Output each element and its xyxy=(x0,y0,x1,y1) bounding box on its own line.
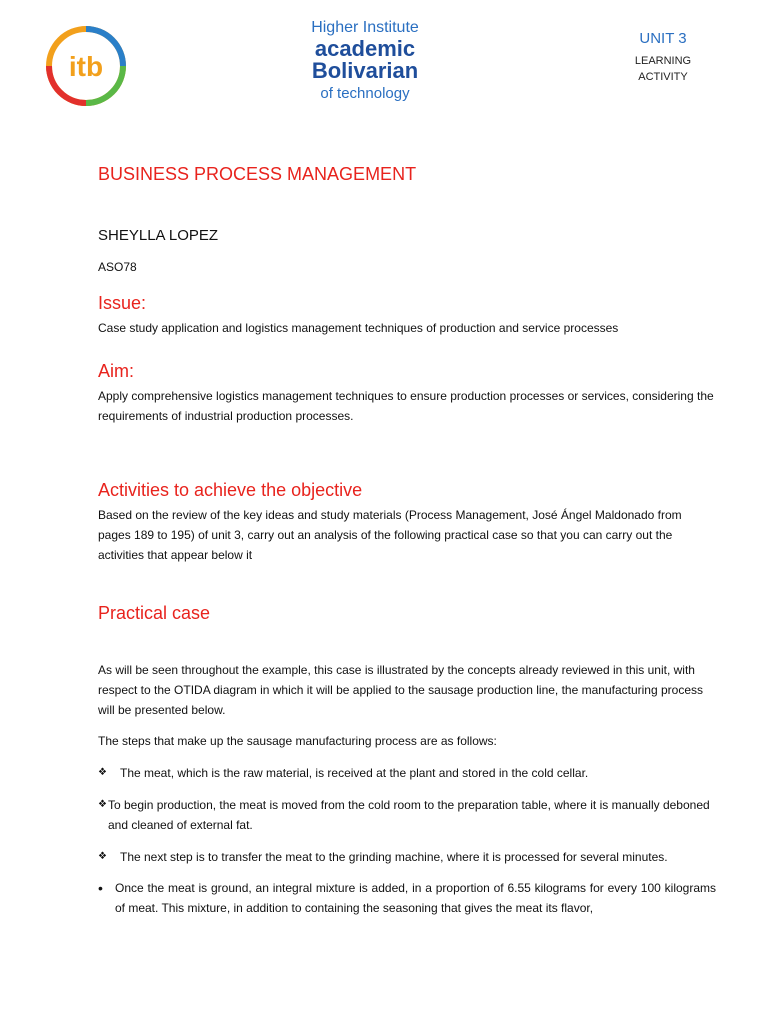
list-item xyxy=(98,795,716,835)
institute-name xyxy=(270,18,460,104)
institute-line-1: Higher Institute xyxy=(311,19,419,36)
unit-number: UNIT 3 xyxy=(639,30,687,47)
student-name: SHEYLLA LOPEZ xyxy=(98,227,219,244)
unit-subtitle-1: LEARNING xyxy=(634,55,692,67)
unit-subtitle-2: ACTIVITY xyxy=(638,71,688,83)
institute-line-2: academic xyxy=(314,36,416,61)
list-item xyxy=(98,878,716,918)
practical-case-heading: Practical case xyxy=(98,603,211,623)
institute-line-3: Bolivarian xyxy=(311,58,419,83)
aim-heading: Aim: xyxy=(98,361,134,381)
step-text: Once the meat is ground, an integral mixture is added, in a proportion of 6.55 kilograms for every 100 kilograms of meat. This mixture, in addition to containing the seasoning that gives the meat its flavor, xyxy=(115,881,716,915)
step-text: The next step is to transfer the meat to the grinding machine, where it is processed for several minutes. xyxy=(120,850,668,864)
steps-intro: The steps that make up the sausage manufacturing process are as follows: xyxy=(98,734,497,748)
list-item xyxy=(98,763,716,783)
logo-text: itb xyxy=(68,51,104,82)
list-item xyxy=(98,847,716,867)
unit-label xyxy=(618,30,708,85)
bullet-icon: • xyxy=(98,880,103,896)
step-text: To begin production, the meat is moved from the cold room to the preparation table, where it is manually deboned and cleaned of external fat. xyxy=(108,798,710,832)
institute-line-4: of technology xyxy=(320,85,410,102)
aim-text: Apply comprehensive logistics management techniques to ensure production processes or services, considering the requirements of industrial production processes. xyxy=(98,389,714,423)
issue-text: Case study application and logistics management techniques of production and service processes xyxy=(98,321,619,335)
bullet-icon: ❖ xyxy=(98,767,107,778)
bullet-icon: ❖ xyxy=(98,851,107,862)
document-title: BUSINESS PROCESS MANAGEMENT xyxy=(98,164,417,184)
practical-case-intro: As will be seen throughout the example, this case is illustrated by the concepts already reviewed in this unit, with respect to the OTIDA diagram in which it will be applied to the sausage production line, the manufacturing process will be presented below. xyxy=(98,663,703,717)
student-code: ASO78 xyxy=(98,260,137,274)
bullet-icon: ❖ xyxy=(98,799,107,810)
issue-heading: Issue: xyxy=(98,293,147,313)
itb-logo xyxy=(44,24,128,108)
activities-text: Based on the review of the key ideas and study materials (Process Management, José Ángel Maldonado from pages 189 to 195) of unit 3, carry out an analysis of the following practical case so that you can carry out the activities that appear below it xyxy=(98,508,682,562)
step-text: The meat, which is the raw material, is received at the plant and stored in the cold cellar. xyxy=(120,766,589,780)
activities-heading: Activities to achieve the objective xyxy=(98,480,363,500)
